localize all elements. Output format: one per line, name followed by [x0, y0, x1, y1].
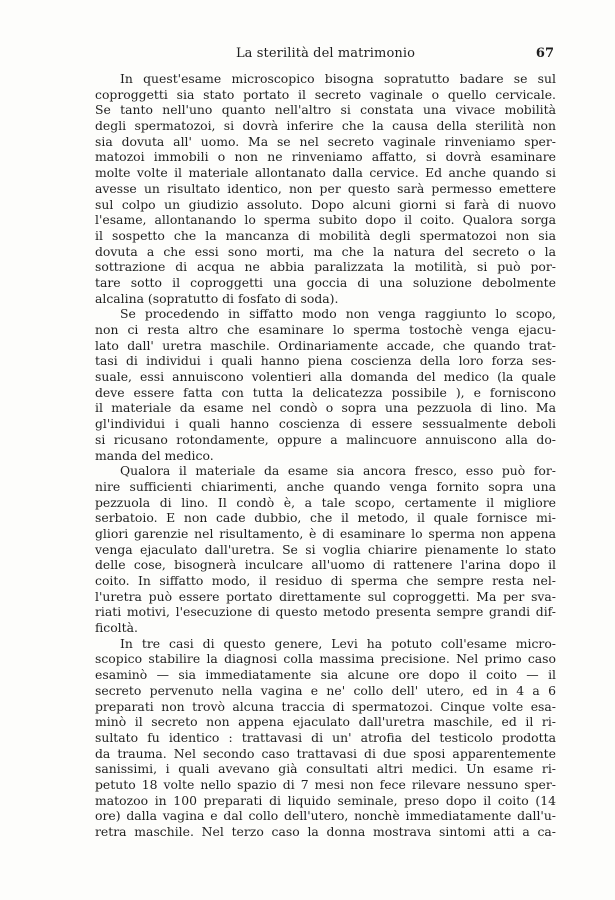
- line-text: il sospetto che la mancanza di mobilità degli spermatozoi non sia: [95, 227, 556, 243]
- text-line: [95, 322, 556, 338]
- line-text: matozoi immobili o non ne rinveniamo affatto, si dovrà esaminare: [95, 149, 556, 165]
- line-text: esaminò — sia immediatamente sia alcune ore dopo il coito — il: [95, 667, 556, 683]
- text-line: [95, 542, 556, 558]
- text-line: [95, 620, 556, 636]
- line-text: retra maschile. Nel terzo caso la donna mostrava sintomi atti a ca-: [95, 824, 556, 839]
- line-text: da trauma. Nel secondo caso trattavasi di due sposi apparentemente: [95, 745, 556, 761]
- line-text: sanissimi, i quali avevano già consultati altri medici. Un esame ri-: [95, 761, 556, 777]
- line-text: l'esame, allontanando lo sperma subito dopo il coito. Qualora sorga: [95, 212, 556, 228]
- text-line: [95, 102, 556, 118]
- line-text: alcalina (sopratutto di fosfato di soda).: [95, 290, 339, 306]
- line-text: non ci resta altro che esaminare lo sperma tostochè venga ejacu-: [95, 322, 556, 337]
- text-line: [95, 400, 556, 416]
- text-line: [95, 463, 556, 479]
- text-line: [95, 651, 556, 667]
- text-line: [95, 714, 556, 730]
- line-text: suale, essi annuiscono volentieri alla domanda del medico (la quale: [95, 369, 556, 385]
- text-line: [95, 683, 556, 699]
- text-line: [95, 808, 556, 824]
- text-line: [95, 448, 556, 464]
- text-line: [95, 197, 556, 213]
- body-text: [95, 71, 556, 840]
- line-text: preparati non trovò alcuna traccia di spermatozoi. Cinque volte esa-: [95, 698, 556, 714]
- line-text: petuto 18 volte nello spazio di 7 mesi non fece rilevare nessuno sper-: [95, 776, 556, 792]
- text-line: [95, 118, 556, 134]
- line-text: riati motivi, l'esecuzione di questo metodo presenta sempre grandi dif-: [95, 604, 556, 620]
- text-line: [95, 306, 556, 322]
- text-line: [95, 479, 556, 495]
- text-line: [95, 259, 556, 275]
- text-line: [95, 228, 556, 244]
- line-text: lato dall' uretra maschile. Ordinariamente accade, che quando trat-: [95, 337, 556, 353]
- line-text: venga ejaculato dall'uretra. Se si voglia chiarire pienamente lo stato: [95, 541, 556, 557]
- text-line: [95, 777, 556, 793]
- text-line: [95, 495, 556, 511]
- text-line: [95, 510, 556, 526]
- text-line: [95, 165, 556, 181]
- line-text: In quest'esame microscopico bisogna sopratutto badare se sul: [120, 71, 556, 86]
- line-text: l'uretra può essere portato direttamente sul coproggetti. Ma per sva-: [95, 588, 556, 604]
- line-text: nire sufficienti chiarimenti, anche quando venga fornito sopra una: [95, 478, 556, 494]
- text-line: [95, 761, 556, 777]
- line-text: avesse un risultato identico, non per questo sarà permesso emettere: [95, 180, 556, 196]
- text-line: [95, 244, 556, 260]
- line-text: gl'individui i quali hanno coscienza di essere sessualmente deboli: [95, 416, 556, 432]
- text-line: [95, 730, 556, 746]
- text-line: [95, 557, 556, 573]
- text-line: [95, 604, 556, 620]
- line-text: molte volte il materiale allontanato dalla cervice. Ed anche quando si: [95, 165, 556, 181]
- line-text: gliori garenzie nel risultamento, è di esaminare lo sperma non appena: [95, 525, 556, 541]
- page-header: [95, 46, 556, 64]
- text-line: [95, 636, 556, 652]
- line-text: deve essere fatta con tutta la delicatezza possibile ), e forniscono: [95, 384, 556, 400]
- text-line: [95, 275, 556, 291]
- line-text: si ricusano rotondamente, oppure a malincuore annuiscono alla do-: [95, 431, 556, 447]
- line-text: sultato fu identico : trattavasi di un' atrofia del testicolo prodotta: [95, 729, 556, 745]
- text-line: [95, 699, 556, 715]
- line-text: sul colpo un giudizio assoluto. Dopo alcuni giorni si farà di nuovo: [95, 196, 556, 212]
- line-text: Qualora il materiale da esame sia ancora fresco, esso può for-: [120, 463, 556, 479]
- line-text: ficoltà.: [95, 620, 138, 636]
- line-text: scopico stabilire la diagnosi colla massima precisione. Nel primo caso: [95, 651, 556, 667]
- text-line: [95, 416, 556, 432]
- line-text: coproggetti sia stato portato il secreto vaginale o quello cervicale.: [95, 86, 556, 102]
- text-line: [95, 824, 556, 840]
- text-line: [95, 589, 556, 605]
- text-line: [95, 353, 556, 369]
- line-text: sia dovuta all' uomo. Ma se nel secreto vaginale rinveniamo sper-: [95, 133, 556, 149]
- running-title: La sterilità del matrimonio: [235, 46, 416, 61]
- text-line: [95, 291, 556, 307]
- line-text: coito. In siffatto modo, il residuo di sperma che sempre resta nel-: [95, 573, 556, 588]
- text-line: [95, 181, 556, 197]
- text-line: [95, 134, 556, 150]
- text-line: [95, 746, 556, 762]
- text-line: [95, 87, 556, 103]
- line-text: degli spermatozoi, si dovrà inferire che la causa della sterilità non: [95, 118, 556, 134]
- text-line: [95, 667, 556, 683]
- text-line: [95, 793, 556, 809]
- text-line: [95, 526, 556, 542]
- line-text: Se procedendo in siffatto modo non venga raggiunto lo scopo,: [120, 306, 556, 322]
- line-text: dovuta a che essi sono morti, ma che la natura del secreto o la: [95, 243, 556, 259]
- line-text: In tre casi di questo genere, Levi ha potuto coll'esame micro-: [120, 635, 556, 651]
- page-number: 67: [535, 46, 554, 61]
- text-line: [95, 385, 556, 401]
- line-text: tare sotto il coproggetti una goccia di una soluzione debolmente: [95, 274, 556, 290]
- line-text: Se tanto nell'uno quanto nell'altro si constata una vivace mobilità: [95, 102, 556, 118]
- text-line: [95, 338, 556, 354]
- text-line: [95, 212, 556, 228]
- text-line: [95, 369, 556, 385]
- line-text: ore) dalla vagina e dal collo dell'utero, nonchè immediatamente dall'u-: [95, 808, 556, 824]
- text-line: [95, 71, 556, 87]
- line-text: matozoo in 100 preparati di liquido seminale, preso dopo il coito (14: [95, 792, 556, 808]
- line-text: serbatoio. E non cade dubbio, che il metodo, il quale fornisce mi-: [95, 510, 556, 526]
- text-line: [95, 573, 556, 589]
- line-text: delle cose, bisognerà inculcare all'uomo di rattenere l'arina dopo il: [95, 557, 556, 573]
- line-text: minò il secreto non appena ejaculato dall'uretra maschile, ed il ri-: [95, 714, 556, 730]
- line-text: il materiale da esame nel condò o sopra una pezzuola di lino. Ma: [95, 400, 556, 416]
- line-text: manda del medico.: [95, 447, 214, 463]
- line-text: tasi di individui i quali hanno piena coscienza della loro forza ses-: [95, 353, 556, 369]
- line-text: pezzuola di lino. Il condò è, a tale scopo, certamente il migliore: [95, 494, 556, 510]
- text-line: [95, 149, 556, 165]
- line-text: secreto pervenuto nella vagina e ne' collo dell' utero, ed in 4 a 6: [95, 682, 556, 698]
- line-text: sottrazione di acqua ne abbia paralizzata la motilità, si può por-: [95, 259, 556, 275]
- text-line: [95, 432, 556, 448]
